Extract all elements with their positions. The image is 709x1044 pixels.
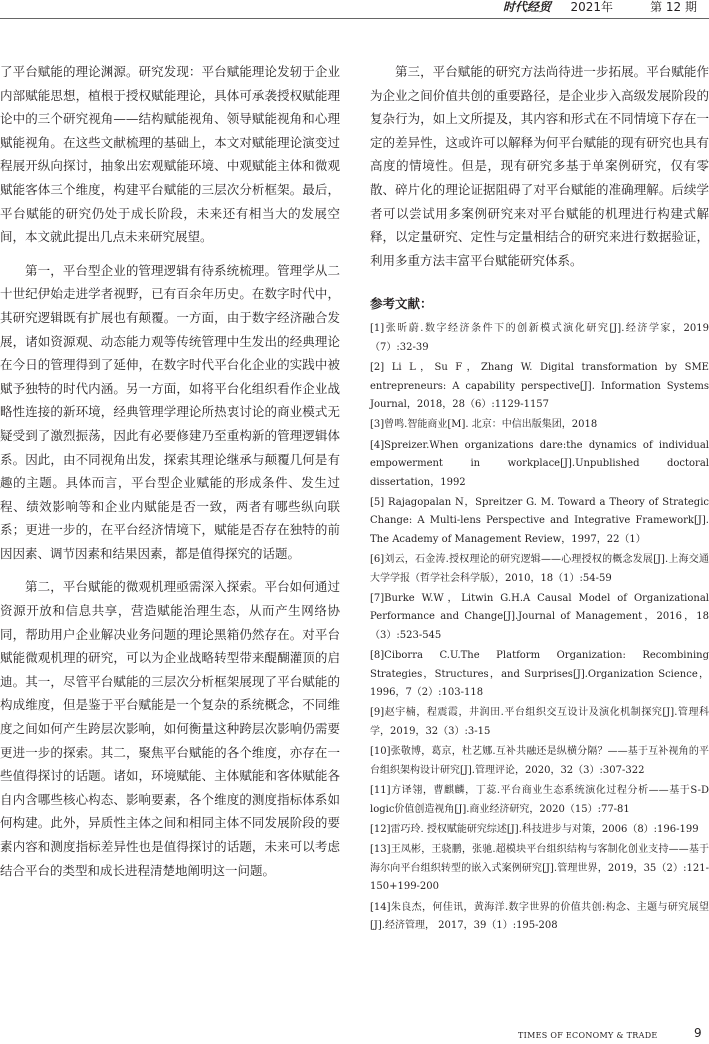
reference-item: [7]Burke W.W，Litwin G.H.A Causal Model of Organizational Performance and Change[J].Journal of Management，2016，18（3）:523-545 [370,593,709,641]
left-column [0,60,340,892]
reference-item: [12]雷巧玲. 授权赋能研究综述[J].科技进步与对策，2006（8）:196-199 [370,823,699,835]
page-header [0,0,709,17]
reference-item: [6]刘云，石金涛.授权理论的研究逻辑——心理授权的概念发展[J].上海交通大学学报（哲学社会科学版），2010，18（1）:54-59 [370,554,709,584]
reference-list [370,320,709,935]
reference-item: [8]Ciborra C.U.The Platform Organization: Recombining Strategies，Structures，and Surprises[J].Organization Science，1996，7（2）:103-118 [370,650,709,699]
body-paragraph: 第一，平台型企业的管理逻辑有待系统梳理。管理学从二十世纪伊始走进学者视野，已有百余年历史。在数字时代中，其研究逻辑既有扩展也有颠覆。一方面，由于数字经济融合发展，诸如资源观、动态能力观等传统管理中生发出的经典理论在今日的管理得到了延伸，在数字时代平台化企业的实践中被赋予独特的时代内涵。另一方面，如将平台化组织看作企业战略性连接的新环境，经典管理学理论所热衷讨论的商业模式无疑受到了激烈振荡，因此有必要修建乃至重构新的管理逻辑体系。因此，由不同视角出发，探索其理论继承与颠覆几何是有趣的主题。具体而言，平台型企业赋能的形成条件、发生过程、绩效影响等和企业内赋能是否一致，两者有哪些纵向联系；更进一步的，在平台经济情境下，赋能是否存在独特的前因因素、调节因素和结果因素，都是值得探究的话题。 [0,262,340,561]
references-heading: 参考文献： [370,296,433,312]
reference-item: [3]曾鸣.智能商业[M]. 北京：中信出版集团，2018 [370,419,598,431]
header-divider [0,18,709,19]
reference-item: [10]张敬博，葛京，杜艺娜.互补共融还是纵横分隔？——基于互补视角的平台组织架构设计研究[J].管理评论，2020，32（3）:307-322 [370,746,709,776]
reference-item: [5] Rajagopalan N，Spreitzer G. M. Toward a Theory of Strategic Change: A Multi-lens Perspective and Integrative Framework[J]. The Academy of Management Review，1997，22（1） [370,497,709,545]
issue-number: 第 12 期 [650,0,697,14]
reference-item: [2] Li L，Su F，Zhang W. Digital transformation by SME entrepreneurs: A capability perspective[J]. Information Systems Journal，2018，28（6）:1129-1157 [370,362,709,410]
reference-item: [11]方译翎，曹麒麟，丁蕊.平台商业生态系统演化过程分析——基于S-D logic价值创造视角[J].商业经济研究，2020（15）:77-81 [370,785,709,815]
page-number: 9 [694,1026,702,1040]
right-column [370,60,709,937]
reference-item: [9]赵宇楠，程震霞，井润田.平台组织交互设计及演化机制探究[J].管理科学，2019，32（3）:3-15 [370,707,709,737]
footer-journal-name: TIMES OF ECONOMY & TRADE [518,1031,658,1040]
body-paragraph: 第三，平台赋能的研究方法尚待进一步拓展。平台赋能作为企业之间价值共创的重要路径，是企业步入高级发展阶段的复杂行为，如上文所提及，其内容和形式在不同情境下存在一定的差异性，这或许可以解释为何平台赋能的现有研究也具有高度的情境性。但是，现有研究多基于单案例研究，仅有零散、碎片化的理论证据阻碍了对平台赋能的准确理解。后续学者可以尝试用多案例研究来对平台赋能的机理进行构建式解释，以定量研究、定性与定量相结合的研究来进行数据验证，利用多重方法丰富平台赋能研究体系。 [370,64,709,268]
reference-item: [4]Spreizer.When organizations dare:the dynamics of individual empowerment in workplace[J].Unpublished doctoral dissertation，1992 [370,439,709,488]
reference-item: [14]朱良杰，何佳讯，黄海洋.数字世界的价值共创:构念、主题与研究展望[J].经济管理， 2017，39（1）:195-208 [370,901,709,931]
reference-item: [13]王凤彬，王骁鹏，张驰.超模块平台组织结构与客制化创业支持——基于海尔向平台组织转型的嵌入式案例研究[J].管理世界，2019，35（2）:121-150+199-200 [370,844,709,893]
issue-year: 2021年 [570,0,613,14]
body-paragraph: 第二，平台赋能的微观机理亟需深入探索。平台如何通过资源开放和信息共享，营造赋能治理生态，从而产生网络协同，帮助用户企业解决业务问题的理论黑箱仍然存在。对平台赋能微观机理的研究，可以为企业战略转型带来醍醐灌顶的启迪。其一，尽管平台赋能的三层次分析框架展现了平台赋能的构成维度，但是鉴于平台赋能是一个复杂的系统概念，不同维度之间如何产生跨层次影响，如何衡量这种跨层次影响仍需要更进一步的探索。其二，聚焦平台赋能的各个维度，亦存在一些值得探讨的话题。诸如，环境赋能、主体赋能和客体赋能各自内含哪些核心构态、影响要素，各个维度的测度指标体系如何构建。此外，异质性主体之间和相同主体不同发展阶段的要素内容和测度指标差异性也是值得探讨的话题，未来可以考虑结合平台的类型和成长进程清楚地阐明这一问题。 [0,579,340,878]
body-paragraph: 了平台赋能的理论渊源。研究发现：平台赋能理论发轫于企业内部赋能思想，植根于授权赋能理论，具体可承袭授权赋能理论中的三个研究视角——结构赋能视角、领导赋能视角和心理赋能视角。在这些文献梳理的基础上，本文对赋能理论演变过程展开纵向探讨，抽象出宏观赋能环境、中观赋能主体和微观赋能客体三个维度，构建平台赋能的三层次分析框架。最后，平台赋能的研究仍处于成长阶段，未来还有相当大的发展空间，本文就此提出几点未来研究展望。 [0,64,340,245]
reference-item: [1]张昕蔚.数字经济条件下的创新模式演化研究[J].经济学家，2019（7）:32-39 [370,323,709,353]
journal-logo: 时代经贸 [502,0,551,14]
